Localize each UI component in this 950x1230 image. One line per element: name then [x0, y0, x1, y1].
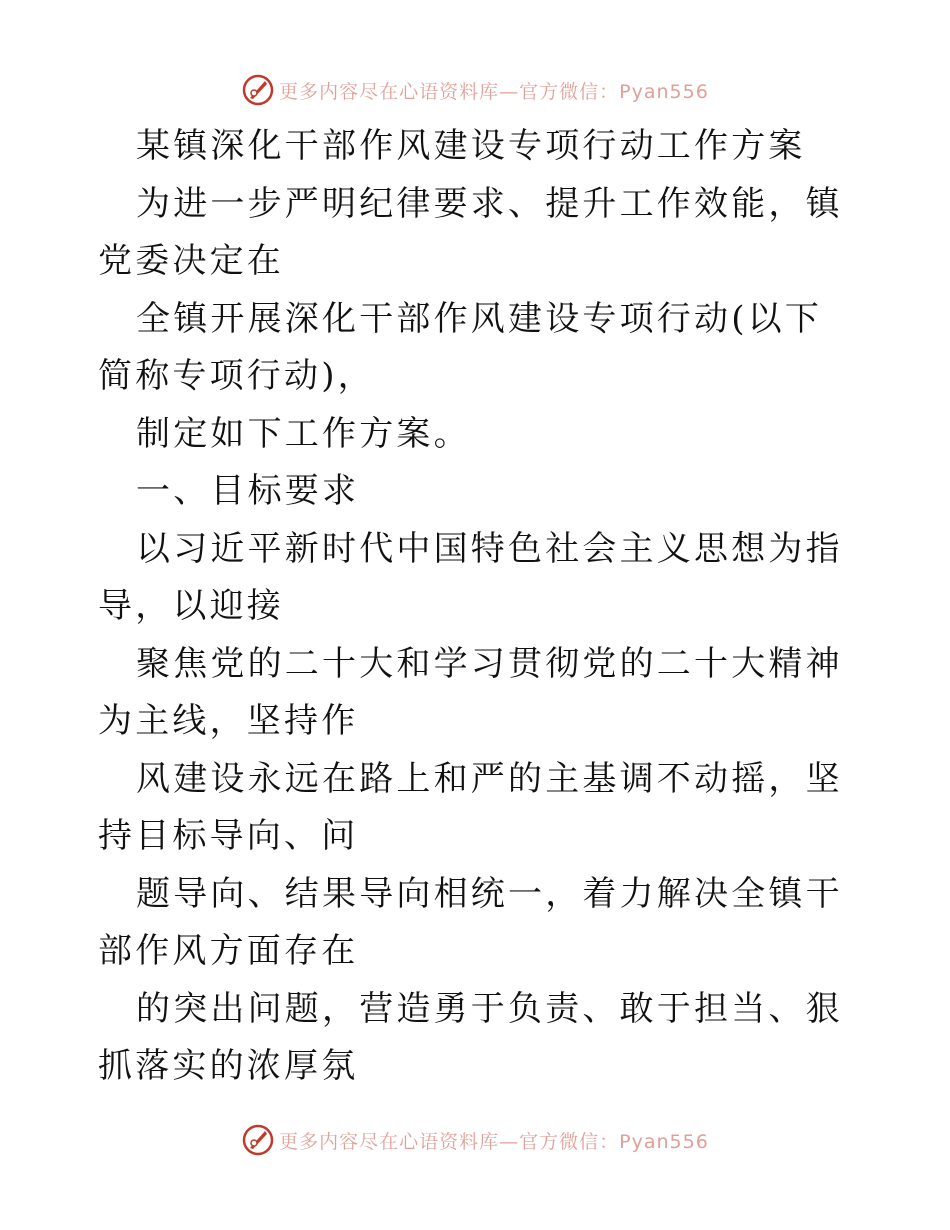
document-title: 某镇深化干部作风建设专项行动工作方案 [136, 126, 806, 166]
paragraph: 的突出问题，营造勇于负责、敢于担当、狠抓落实的浓厚氛 [98, 988, 843, 1086]
paragraph: 聚焦党的二十大和学习贯彻党的二十大精神为主线，坚持作 [98, 643, 843, 741]
quill-logo-icon [241, 73, 275, 107]
header-watermark [0, 70, 950, 110]
section-heading: 一、目标要求 [136, 471, 360, 511]
paragraph: 题导向、结果导向相统一，着力解决全镇干部作风方面存在 [98, 873, 843, 971]
paragraph: 以习近平新时代中国特色社会主义思想为指导，以迎接 [98, 528, 843, 626]
watermark-text: 更多内容尽在心语资料库—官方微信：Pyan556 [279, 80, 709, 103]
paragraph: 制定如下工作方案。 [136, 413, 471, 454]
quill-logo-icon [241, 1123, 275, 1157]
footer-watermark [0, 1120, 950, 1160]
document-body [98, 118, 858, 1096]
paragraph: 全镇开展深化干部作风建设专项行动(以下简称专项行动)， [98, 298, 823, 396]
paragraph: 风建设永远在路上和严的主基调不动摇，坚持目标导向、问 [98, 758, 843, 856]
paragraph: 为进一步严明纪律要求、提升工作效能，镇党委决定在 [98, 183, 843, 281]
watermark-text: 更多内容尽在心语资料库—官方微信：Pyan556 [279, 1130, 709, 1153]
